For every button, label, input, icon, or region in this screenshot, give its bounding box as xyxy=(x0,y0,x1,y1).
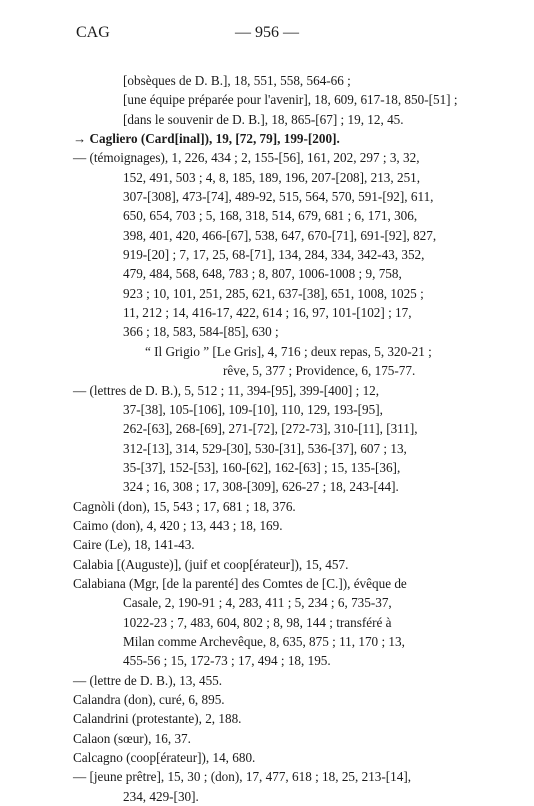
index-line: 35-[37], 152-[53], 160-[62], 162-[63] ; 15, 135-[36], xyxy=(123,459,401,475)
index-entry-heading: Calabiana (Mgr, [de la parenté] des Comtes de [C.]), évêque de xyxy=(73,575,407,591)
index-entry-heading: Cagnòli (don), 15, 543 ; 17, 681 ; 18, 376. xyxy=(73,498,296,514)
index-line: 11, 212 ; 14, 416-17, 422, 614 ; 16, 97, 101-[102] ; 17, xyxy=(123,305,412,321)
index-line: 37-[38], 105-[106], 109-[10], 110, 129, 193-[95], xyxy=(123,401,383,417)
index-line: 312-[13], 314, 529-[30], 530-[31], 536-[37], 607 ; 13, xyxy=(123,440,407,456)
index-entry-heading: Caire (Le), 18, 141-43. xyxy=(73,537,195,553)
index-line: 307-[308], 473-[74], 489-92, 515, 564, 570, 591-[92], 611, xyxy=(123,189,434,205)
index-line: — (lettre de D. B.), 13, 455. xyxy=(73,672,223,688)
index-line: 152, 491, 503 ; 4, 8, 185, 189, 196, 207-[208], 213, 251, xyxy=(123,169,421,185)
index-line: — [jeune prêtre], 15, 30 ; (don), 17, 477, 618 ; 18, 25, 213-[14], xyxy=(73,769,412,785)
index-line: “ Il Grigio ” [Le Gris], 4, 716 ; deux repas, 5, 320-21 ; xyxy=(145,343,432,359)
index-line: 479, 484, 568, 648, 783 ; 8, 807, 1006-1008 ; 9, 758, xyxy=(123,266,402,282)
index-line: rêve, 5, 377 ; Providence, 6, 175-77. xyxy=(223,363,416,379)
index-line: [dans le souvenir de D. B.], 18, 865-[67] ; 19, 12, 45. xyxy=(123,111,404,127)
index-line: 1022-23 ; 7, 483, 604, 802 ; 8, 98, 144 ; transféré à xyxy=(123,614,392,630)
index-line: 262-[63], 268-[69], 271-[72], [272-73], 310-[11], [311], xyxy=(123,421,418,437)
page-number: — 956 — xyxy=(235,24,299,41)
index-line: — (témoignages), 1, 226, 434 ; 2, 155-[56], 161, 202, 297 ; 3, 32, xyxy=(73,150,420,166)
index-line: 919-[20] ; 7, 17, 25, 68-[71], 134, 284, 334, 342-43, 352, xyxy=(123,247,425,263)
index-line: 366 ; 18, 583, 584-[85], 630 ; xyxy=(123,324,279,340)
index-entry-heading: Calandrini (protestante), 2, 188. xyxy=(73,711,242,727)
index-entry-heading: Calabia [(Auguste)], (juif et coop[érateur]), 15, 457. xyxy=(73,556,349,572)
index-line: 398, 401, 420, 466-[67], 538, 647, 670-[71], 691-[92], 827, xyxy=(123,227,437,243)
index-line: Casale, 2, 190-91 ; 4, 283, 411 ; 5, 234 ; 6, 735-37, xyxy=(123,595,392,611)
index-line: [une équipe préparée pour l'avenir], 18, 609, 617-18, 850-[51] ; xyxy=(123,92,458,108)
index-entry-heading: → Cagliero (Card[inal]), 19, [72, 79], 199-[200]. xyxy=(73,131,340,147)
index-line: 650, 654, 703 ; 5, 168, 318, 514, 679, 681 ; 6, 171, 306, xyxy=(123,208,418,224)
index-entry-heading: Caimo (don), 4, 420 ; 13, 443 ; 18, 169. xyxy=(73,517,283,533)
index-line: — (lettres de D. B.), 5, 512 ; 11, 394-[95], 399-[400] ; 12, xyxy=(73,382,380,398)
index-line: 455-56 ; 15, 172-73 ; 17, 494 ; 18, 195. xyxy=(123,653,331,669)
index-entry-heading: Calcagno (coop[érateur]), 14, 680. xyxy=(73,750,256,766)
index-entry-heading: Calaon (sœur), 16, 37. xyxy=(73,730,191,746)
index-line: [obsèques de D. B.], 18, 551, 558, 564-66 ; xyxy=(123,73,351,88)
index-line: 324 ; 16, 308 ; 17, 308-[309], 626-27 ; 18, 243-[44]. xyxy=(123,479,399,495)
index-line: 234, 429-[30]. xyxy=(123,788,199,804)
index-line: 923 ; 10, 101, 251, 285, 621, 637-[38], 651, 1008, 1025 ; xyxy=(123,285,424,301)
index-entries xyxy=(73,71,475,806)
index-line: Milan comme Archevêque, 8, 635, 875 ; 11, 170 ; 13, xyxy=(123,633,405,649)
index-entry-heading: Calandra (don), curé, 6, 895. xyxy=(73,692,225,707)
header-letters: CAG xyxy=(76,24,110,41)
